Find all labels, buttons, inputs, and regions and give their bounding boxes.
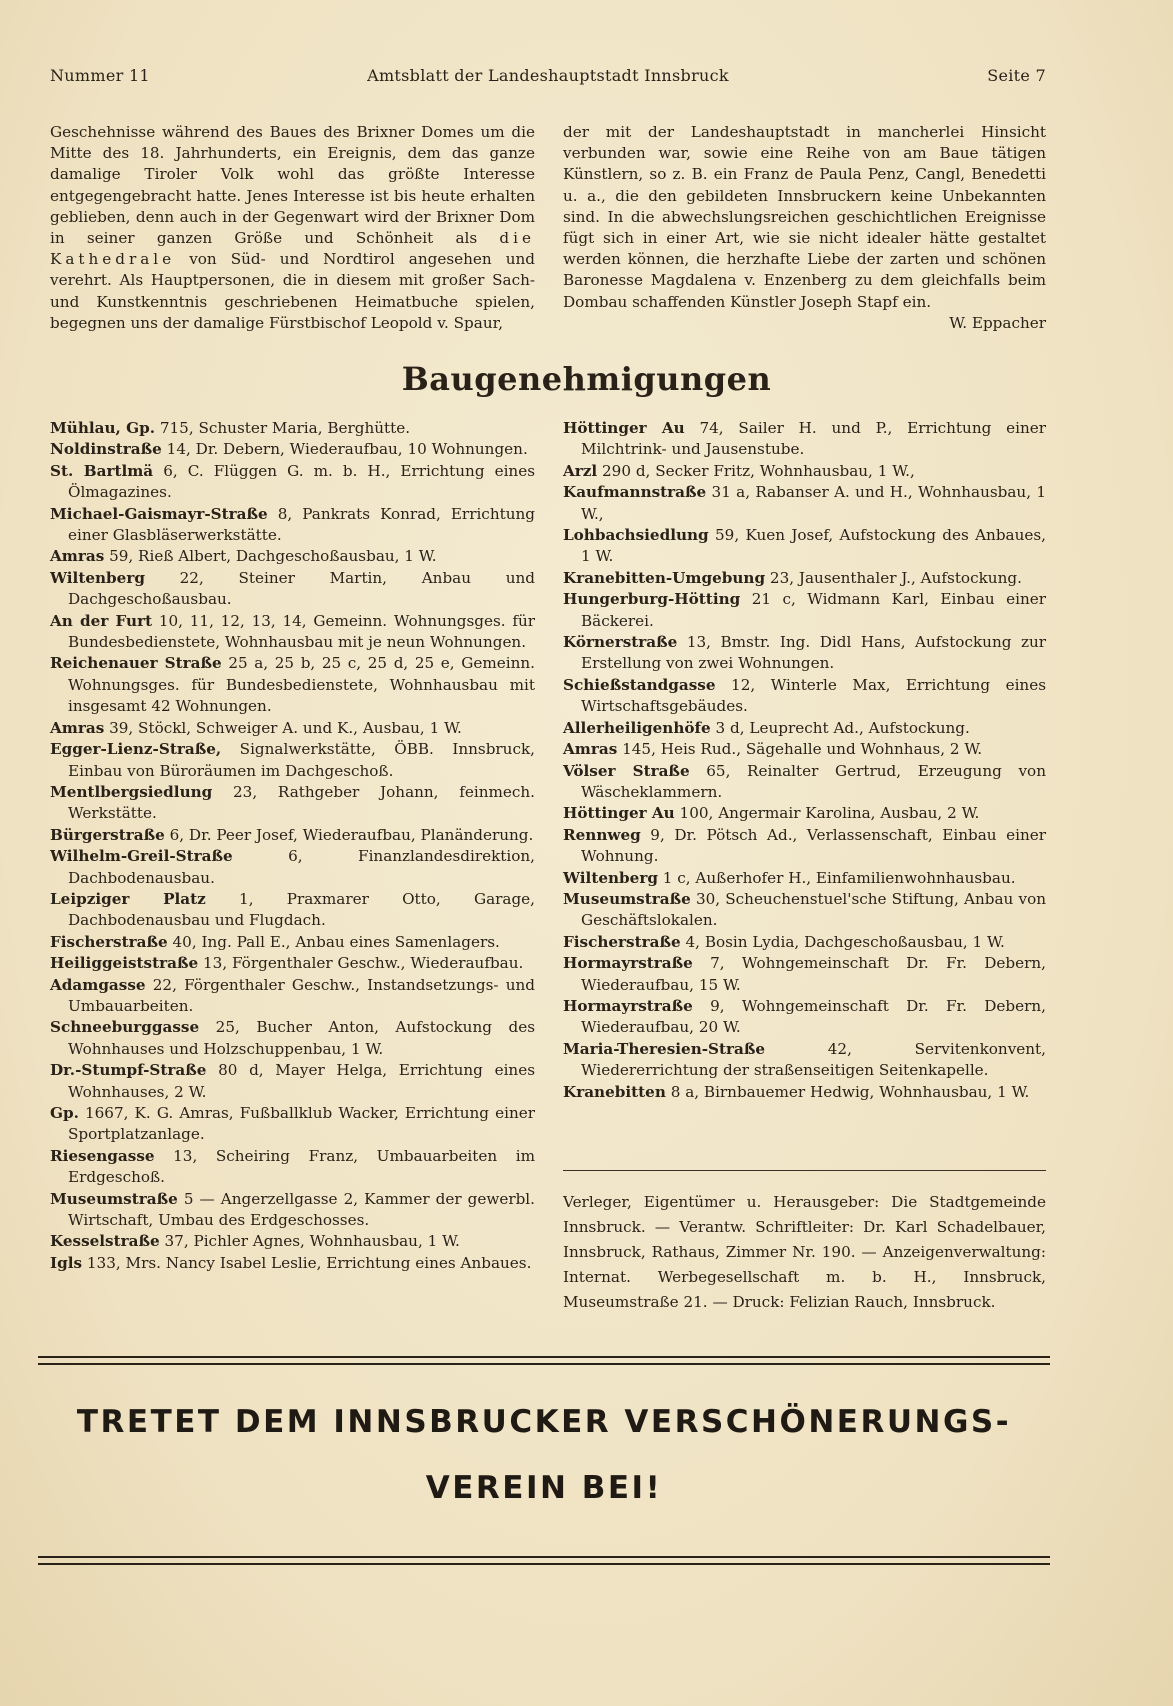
- permit-details: 14, Dr. Debern, Wiederaufbau, 10 Wohnungen.: [161, 440, 528, 459]
- permit-location: Arzl: [563, 461, 598, 480]
- permit-entry: [563, 525, 1046, 568]
- permit-details: 31 a, Rabanser A. und H., Wohnhausbau, 1 W.,: [581, 483, 1046, 523]
- permit-details: Signalwerkstätte, ÖBB. Innsbruck, Einbau von Büroräumen im Dachgeschoß.: [68, 740, 535, 780]
- permit-location: Kaufmannstraße: [563, 483, 707, 502]
- permit-location: Hormayrstraße: [563, 954, 693, 973]
- permit-entry: [50, 932, 535, 953]
- permit-entry: [50, 461, 535, 504]
- permit-location: Mühlau, Gp.: [50, 419, 155, 437]
- permit-details: 290 d, Secker Fritz, Wohnhausbau, 1 W.,: [597, 461, 915, 480]
- permit-location: Körnerstraße: [563, 633, 678, 652]
- author-signature: W. Eppacher: [949, 313, 1046, 332]
- intro-column-right: [563, 122, 1046, 334]
- permit-entry: [563, 996, 1046, 1039]
- permit-details: 9, Dr. Pötsch Ad., Verlassenschaft, Einbau einer Wohnung.: [581, 825, 1046, 866]
- permit-location: Hungerburg-Hötting: [563, 590, 741, 609]
- permit-entry: [563, 803, 1046, 824]
- permit-details: 59, Rieß Albert, Dachgeschoßausbau, 1 W.: [104, 547, 437, 566]
- permit-entry: [50, 1146, 535, 1189]
- permit-details: 1, Praxmarer Otto, Garage, Dachbodenausbau und Flugdach.: [68, 889, 535, 930]
- permit-details: 145, Heis Rud., Sägehalle und Wohnhaus, 2 W.: [617, 740, 983, 759]
- permit-entry: [50, 504, 535, 547]
- permit-entry: [50, 568, 535, 611]
- permit-details: 4, Bosin Lydia, Dachgeschoßausbau, 1 W.: [680, 932, 1005, 951]
- permit-entry: [50, 1060, 535, 1103]
- permit-details: 100, Angermair Karolina, Ausbau, 2 W.: [674, 804, 980, 823]
- permit-location: Amras: [563, 740, 618, 759]
- permit-details: 39, Stöckl, Schweiger A. und K., Ausbau, 1 W.: [104, 718, 462, 737]
- permit-location: St. Bartlmä: [50, 461, 154, 480]
- permit-details: 5 — Angerzellgasse 2, Kammer der gewerbl. Wirtschaft, Umbau des Erdgeschosses.: [68, 1189, 535, 1230]
- permit-entry: [50, 439, 535, 460]
- permit-details: 9, Wohngemeinschaft Dr. Fr. Debern, Wiederaufbau, 20 W.: [581, 996, 1046, 1037]
- permit-entry: [563, 932, 1046, 953]
- permit-details: 13, Bmstr. Ing. Didl Hans, Aufstockung zur Erstellung von zwei Wohnungen.: [581, 633, 1046, 673]
- permit-location: Museumstraße: [563, 889, 691, 908]
- permit-entry: [50, 975, 535, 1018]
- permit-location: Fischerstraße: [50, 932, 168, 951]
- permit-entry: [563, 675, 1046, 718]
- permit-location: Gp.: [50, 1104, 79, 1122]
- permit-location: Schneeburggasse: [50, 1018, 200, 1037]
- permit-location: Amras: [50, 718, 105, 737]
- permit-details: 25 a, 25 b, 25 c, 25 d, 25 e, Gemeinn. Wohnungsges. für Bundesbedienstete, Wohnhausbau mit insgesamt 42 Wohnungen.: [68, 654, 535, 716]
- permit-location: Igls: [50, 1253, 83, 1272]
- permit-details: 21 c, Widmann Karl, Einbau einer Bäckerei.: [581, 590, 1046, 630]
- permit-details: 80 d, Mayer Helga, Errichtung eines Wohnhauses, 2 W.: [68, 1061, 535, 1101]
- permit-entry: [563, 461, 1046, 482]
- permit-details: 23, Jausenthaler J., Aufstockung.: [765, 568, 1022, 587]
- permit-entry: [50, 1103, 535, 1146]
- permit-details: 59, Kuen Josef, Aufstockung des Anbaues, 1 W.: [581, 526, 1046, 566]
- permit-entry: [563, 718, 1046, 739]
- permit-details: 30, Scheuchenstuel'sche Stiftung, Anbau von Geschäftslokalen.: [581, 889, 1046, 930]
- permit-location: Egger-Lienz-Straße,: [50, 740, 222, 759]
- permit-entry: [50, 611, 535, 654]
- permit-entry: [50, 846, 535, 889]
- permit-details: 10, 11, 12, 13, 14, Gemeinn. Wohnungsges. für Bundesbedienstete, Wohnhausbau mit je neun Wohnungen.: [68, 611, 535, 652]
- permit-details: 6, Dr. Peer Josef, Wiederaufbau, Planänderung.: [164, 825, 534, 844]
- permit-location: Lohbachsiedlung: [563, 526, 709, 545]
- permit-entry: [563, 761, 1046, 804]
- permit-entry: [563, 568, 1046, 589]
- permit-location: Noldinstraße: [50, 440, 162, 459]
- permit-location: Kranebitten-Umgebung: [563, 568, 766, 587]
- publication-title: Amtsblatt der Landeshauptstadt Innsbruck: [367, 66, 729, 85]
- permit-location: Schießstandgasse: [563, 675, 716, 694]
- permit-details: 25, Bucher Anton, Aufstockung des Wohnhauses und Holzschuppenbau, 1 W.: [68, 1018, 535, 1058]
- permit-location: Allerheiligenhöfe: [563, 718, 711, 737]
- permit-location: An der Furt: [50, 611, 153, 630]
- section-title: Baugenehmigungen: [401, 360, 772, 398]
- permit-location: Wiltenberg: [50, 568, 145, 587]
- permit-entry: [50, 739, 535, 782]
- permit-details: 22, Förgenthaler Geschw., Instandsetzungs- und Umbauarbeiten.: [68, 975, 535, 1015]
- permit-entry: [50, 1189, 535, 1232]
- imprint-divider: [563, 1170, 1046, 1171]
- permit-entry: [50, 546, 535, 567]
- ad-headline-line1: TRETET DEM INNSBRUCKER VERSCHÖNERUNGS-: [76, 1404, 1012, 1440]
- permit-entry: [563, 589, 1046, 632]
- permit-entry: [563, 1082, 1046, 1103]
- page-header: [50, 66, 1046, 88]
- permit-location: Höttinger Au: [563, 419, 685, 437]
- permit-location: Adamgasse: [50, 975, 146, 994]
- permit-entry: [50, 782, 535, 825]
- intro-paragraph-continued: der mit der Landeshauptstadt in mancherlei Hinsicht verbunden war, sowie eine Reihe von am Baue tätigen Künstlern, so z. B. ein Franz de Paula Penz, Cangl, Benedetti u. a., die den gebildeten Innsbruckern keine Unbekannten sind. In die abwechslungsreichen geschichtlichen Ereignisse fügt sich in einer Art, wie sie nicht idealer hätte gestaltet werden können, die herzhafte Liebe der zarten und schönen Baronesse Magdalena v. Enzenberg zu dem gleichfalls beim Dombau schaffenden Künstler Joseph Stapf ein.: [563, 123, 1046, 311]
- issue-number: Nummer 11: [50, 66, 150, 85]
- permit-location: Michael-Gaismayr-Straße: [50, 504, 268, 523]
- permit-details: 74, Sailer H. und P., Errichtung einer Milchtrink- und Jausenstube.: [581, 419, 1046, 459]
- permit-entry: [50, 653, 535, 717]
- permit-details: 7, Wohngemeinschaft Dr. Fr. Debern, Wiederaufbau, 15 W.: [581, 954, 1046, 994]
- permit-entry: [50, 718, 535, 739]
- permit-entry: [563, 482, 1046, 525]
- permit-location: Leipziger Platz: [50, 889, 206, 908]
- permit-details: 42, Servitenkonvent, Wiedererrichtung der straßenseitigen Seitenkapelle.: [581, 1039, 1046, 1080]
- ad-headline-line2: VEREIN BEI!: [425, 1470, 663, 1506]
- permit-entry: [563, 953, 1046, 996]
- permit-location: Kranebitten: [563, 1082, 666, 1101]
- permit-details: 8, Pankrats Konrad, Errichtung einer Glasbläserwerkstätte.: [68, 504, 535, 545]
- permit-location: Dr.-Stumpf-Straße: [50, 1061, 207, 1080]
- permit-details: 6, C. Flüggen G. m. b. H., Errichtung eines Ölmagazines.: [68, 461, 535, 502]
- permit-location: Maria-Theresien-Straße: [563, 1039, 766, 1058]
- permit-entry: [50, 889, 535, 932]
- permit-details: 12, Winterle Max, Errichtung eines Wirtschaftsgebäudes.: [581, 675, 1046, 716]
- permit-details: 3 d, Leuprecht Ad., Aufstockung.: [710, 718, 970, 737]
- ad-border-top: [38, 1356, 1050, 1365]
- permit-entry: [50, 1017, 535, 1060]
- permit-details: 22, Steiner Martin, Anbau und Dachgeschoßausbau.: [68, 568, 535, 609]
- permit-details: 8 a, Birnbauemer Hedwig, Wohnhausbau, 1 W.: [665, 1082, 1030, 1101]
- permit-location: Mentlbergsiedlung: [50, 782, 213, 801]
- permit-details: 1 c, Außerhofer H., Einfamilienwohnhausbau.: [657, 868, 1016, 887]
- permit-details: 40, Ing. Pall E., Anbau eines Samenlagers.: [167, 932, 500, 951]
- intro-spaced-text: die Kathedrale: [50, 229, 535, 269]
- intro-text-part: Geschehnisse während des Baues des Brixner Domes um die Mitte des 18. Jahrhunderts, ein Ereignis, dem das ganze damalige Tiroler Volk wohl das größte Interesse entgegengebracht hatte. Jenes Interesse ist bis heute erhalten geblieben, denn auch in der Gegenwart wird der Brixner Dom in seiner ganzen Größe und Schönheit als: [50, 123, 535, 248]
- intro-paragraph: [50, 122, 535, 334]
- permit-location: Höttinger Au: [563, 804, 675, 823]
- permit-entry: [563, 418, 1046, 461]
- permit-location: Museumstraße: [50, 1189, 178, 1208]
- permit-entry: [50, 1253, 535, 1274]
- imprint: Verleger, Eigentümer u. Herausgeber: Die Stadtgemeinde Innsbruck. — Verantw. Schriftleiter: Dr. Karl Schadelbauer, Innsbruck, Rathaus, Zimmer Nr. 190. — Anzeigenverwaltung: Internat. Werbegesellschaft m. b. H., Innsbruck, Museumstraße 21. — Druck: Felizian Rauch, Innsbruck.: [563, 1193, 1046, 1311]
- permit-entry: [563, 632, 1046, 675]
- permit-details: 13, Scheiring Franz, Umbauarbeiten im Erdgeschoß.: [68, 1146, 535, 1187]
- permit-details: 23, Rathgeber Johann, feinmech. Werkstätte.: [68, 782, 535, 823]
- permit-entry: [50, 1231, 535, 1252]
- permit-entry: [563, 1039, 1046, 1082]
- permit-location: Fischerstraße: [563, 932, 681, 951]
- permit-location: Wilhelm-Greil-Straße: [50, 847, 233, 866]
- permit-details: 65, Reinalter Gertrud, Erzeugung von Wäscheklammern.: [581, 761, 1046, 801]
- permit-details: 6, Finanzlandesdirektion, Dachbodenausbau.: [68, 847, 535, 887]
- permit-entry: [563, 868, 1046, 889]
- permit-details: 1667, K. G. Amras, Fußballklub Wacker, Errichtung einer Sportplatzanlage.: [68, 1104, 535, 1144]
- permit-details: 715, Schuster Maria, Berghütte.: [155, 419, 411, 437]
- permit-location: Völser Straße: [563, 761, 690, 780]
- permit-location: Hormayrstraße: [563, 996, 693, 1015]
- permit-entry: [50, 418, 535, 439]
- permit-location: Riesengasse: [50, 1146, 155, 1165]
- page-number: Seite 7: [987, 66, 1046, 85]
- permit-location: Heiliggeiststraße: [50, 954, 199, 973]
- ad-border-bottom: [38, 1556, 1050, 1565]
- permit-entry: [50, 825, 535, 846]
- permit-location: Wiltenberg: [563, 868, 658, 887]
- permit-entry: [563, 889, 1046, 932]
- permit-entry: [563, 825, 1046, 868]
- permit-details: 37, Pichler Agnes, Wohnhausbau, 1 W.: [159, 1232, 460, 1251]
- permit-location: Reichenauer Straße: [50, 654, 222, 673]
- permit-details: 13, Förgenthaler Geschw., Wiederaufbau.: [198, 954, 524, 973]
- permit-location: Bürgerstraße: [50, 825, 165, 844]
- permits-list-left: [50, 418, 535, 1274]
- intro-column-left: [50, 122, 535, 334]
- permit-location: Kesselstraße: [50, 1232, 160, 1251]
- permit-details: 133, Mrs. Nancy Isabel Leslie, Errichtung eines Anbaues.: [82, 1253, 532, 1272]
- permit-location: Amras: [50, 547, 105, 566]
- permit-entry: [50, 953, 535, 974]
- permit-entry: [563, 739, 1046, 760]
- permits-list-right: [563, 418, 1046, 1103]
- intro-text-part: von Süd- und Nordtirol angesehen und verehrt. Als Hauptpersonen, die in diesem mit großer Sach- und Kunstkenntnis geschriebenen Heimatbuche spielen, begegnen uns der damalige Fürstbischof Leopold v. Spaur,: [50, 250, 535, 332]
- permit-location: Rennweg: [563, 825, 641, 844]
